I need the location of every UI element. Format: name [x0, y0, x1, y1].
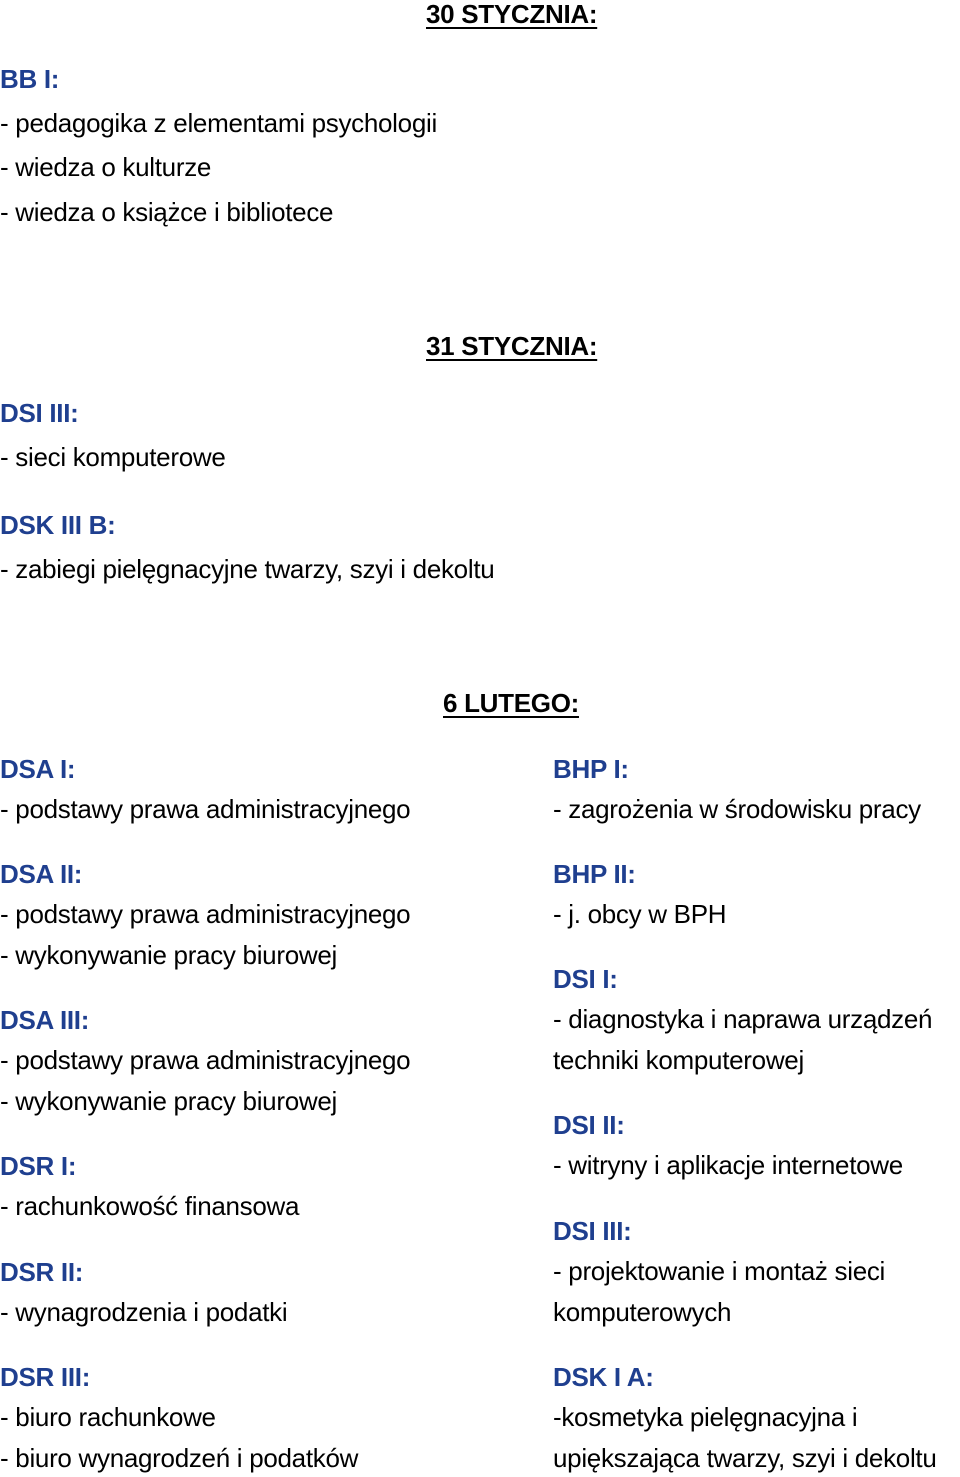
- list-item: - podstawy prawa administracyjnego: [0, 794, 411, 824]
- list-item: - rachunkowość finansowa: [0, 1191, 300, 1221]
- group-heading-dsi2: DSI II:: [553, 1110, 625, 1140]
- list-item: - projektowanie i montaż sieci: [553, 1256, 886, 1286]
- list-item: -kosmetyka pielęgnacyjna i: [553, 1402, 858, 1432]
- group-heading-dsa2: DSA II:: [0, 859, 83, 889]
- date-heading-jan30: 30 STYCZNIA:: [426, 0, 598, 29]
- list-item: - sieci komputerowe: [0, 442, 226, 472]
- list-item: komputerowych: [553, 1297, 732, 1327]
- group-heading-dsr1: DSR I:: [0, 1151, 77, 1181]
- group-heading-dsi3: DSI III:: [553, 1216, 632, 1246]
- list-item: - wiedza o książce i bibliotece: [0, 197, 334, 227]
- list-item: - pedagogika z elementami psychologii: [0, 108, 437, 138]
- list-item: - biuro wynagrodzeń i podatków: [0, 1443, 359, 1473]
- group-heading-dsa3: DSA III:: [0, 1005, 90, 1035]
- group-heading-bhp1: BHP I:: [553, 754, 629, 784]
- group-heading-dsa1: DSA I:: [0, 754, 76, 784]
- group-heading-dsk3b: DSK III B:: [0, 510, 116, 540]
- list-item: - biuro rachunkowe: [0, 1402, 216, 1432]
- list-item: upiększająca twarzy, szyi i dekoltu: [553, 1443, 937, 1473]
- list-item: - wykonywanie pracy biurowej: [0, 1086, 337, 1116]
- list-item: techniki komputerowej: [553, 1045, 804, 1075]
- date-heading-feb6: 6 LUTEGO:: [443, 688, 579, 718]
- list-item: - witryny i aplikacje internetowe: [553, 1150, 903, 1180]
- list-item: - diagnostyka i naprawa urządzeń: [553, 1004, 933, 1034]
- group-heading-dsi1: DSI I:: [553, 964, 618, 994]
- group-heading-dsr3: DSR III:: [0, 1362, 91, 1392]
- list-item: - podstawy prawa administracyjnego: [0, 1045, 411, 1075]
- group-heading-dsi3: DSI III:: [0, 398, 79, 428]
- group-heading-dsr2: DSR II:: [0, 1257, 84, 1287]
- group-heading-bhp2: BHP II:: [553, 859, 636, 889]
- list-item: - zagrożenia w środowisku pracy: [553, 794, 921, 824]
- list-item: - j. obcy w BPH: [553, 899, 727, 929]
- list-item: - wiedza o kulturze: [0, 152, 212, 182]
- list-item: - wynagrodzenia i podatki: [0, 1297, 288, 1327]
- date-heading-jan31: 31 STYCZNIA:: [426, 331, 598, 361]
- group-heading-dsk1a: DSK I A:: [553, 1362, 654, 1392]
- list-item: - wykonywanie pracy biurowej: [0, 940, 337, 970]
- list-item: - zabiegi pielęgnacyjne twarzy, szyi i dekoltu: [0, 554, 495, 584]
- list-item: - podstawy prawa administracyjnego: [0, 899, 411, 929]
- group-heading-bb1: BB I:: [0, 64, 60, 94]
